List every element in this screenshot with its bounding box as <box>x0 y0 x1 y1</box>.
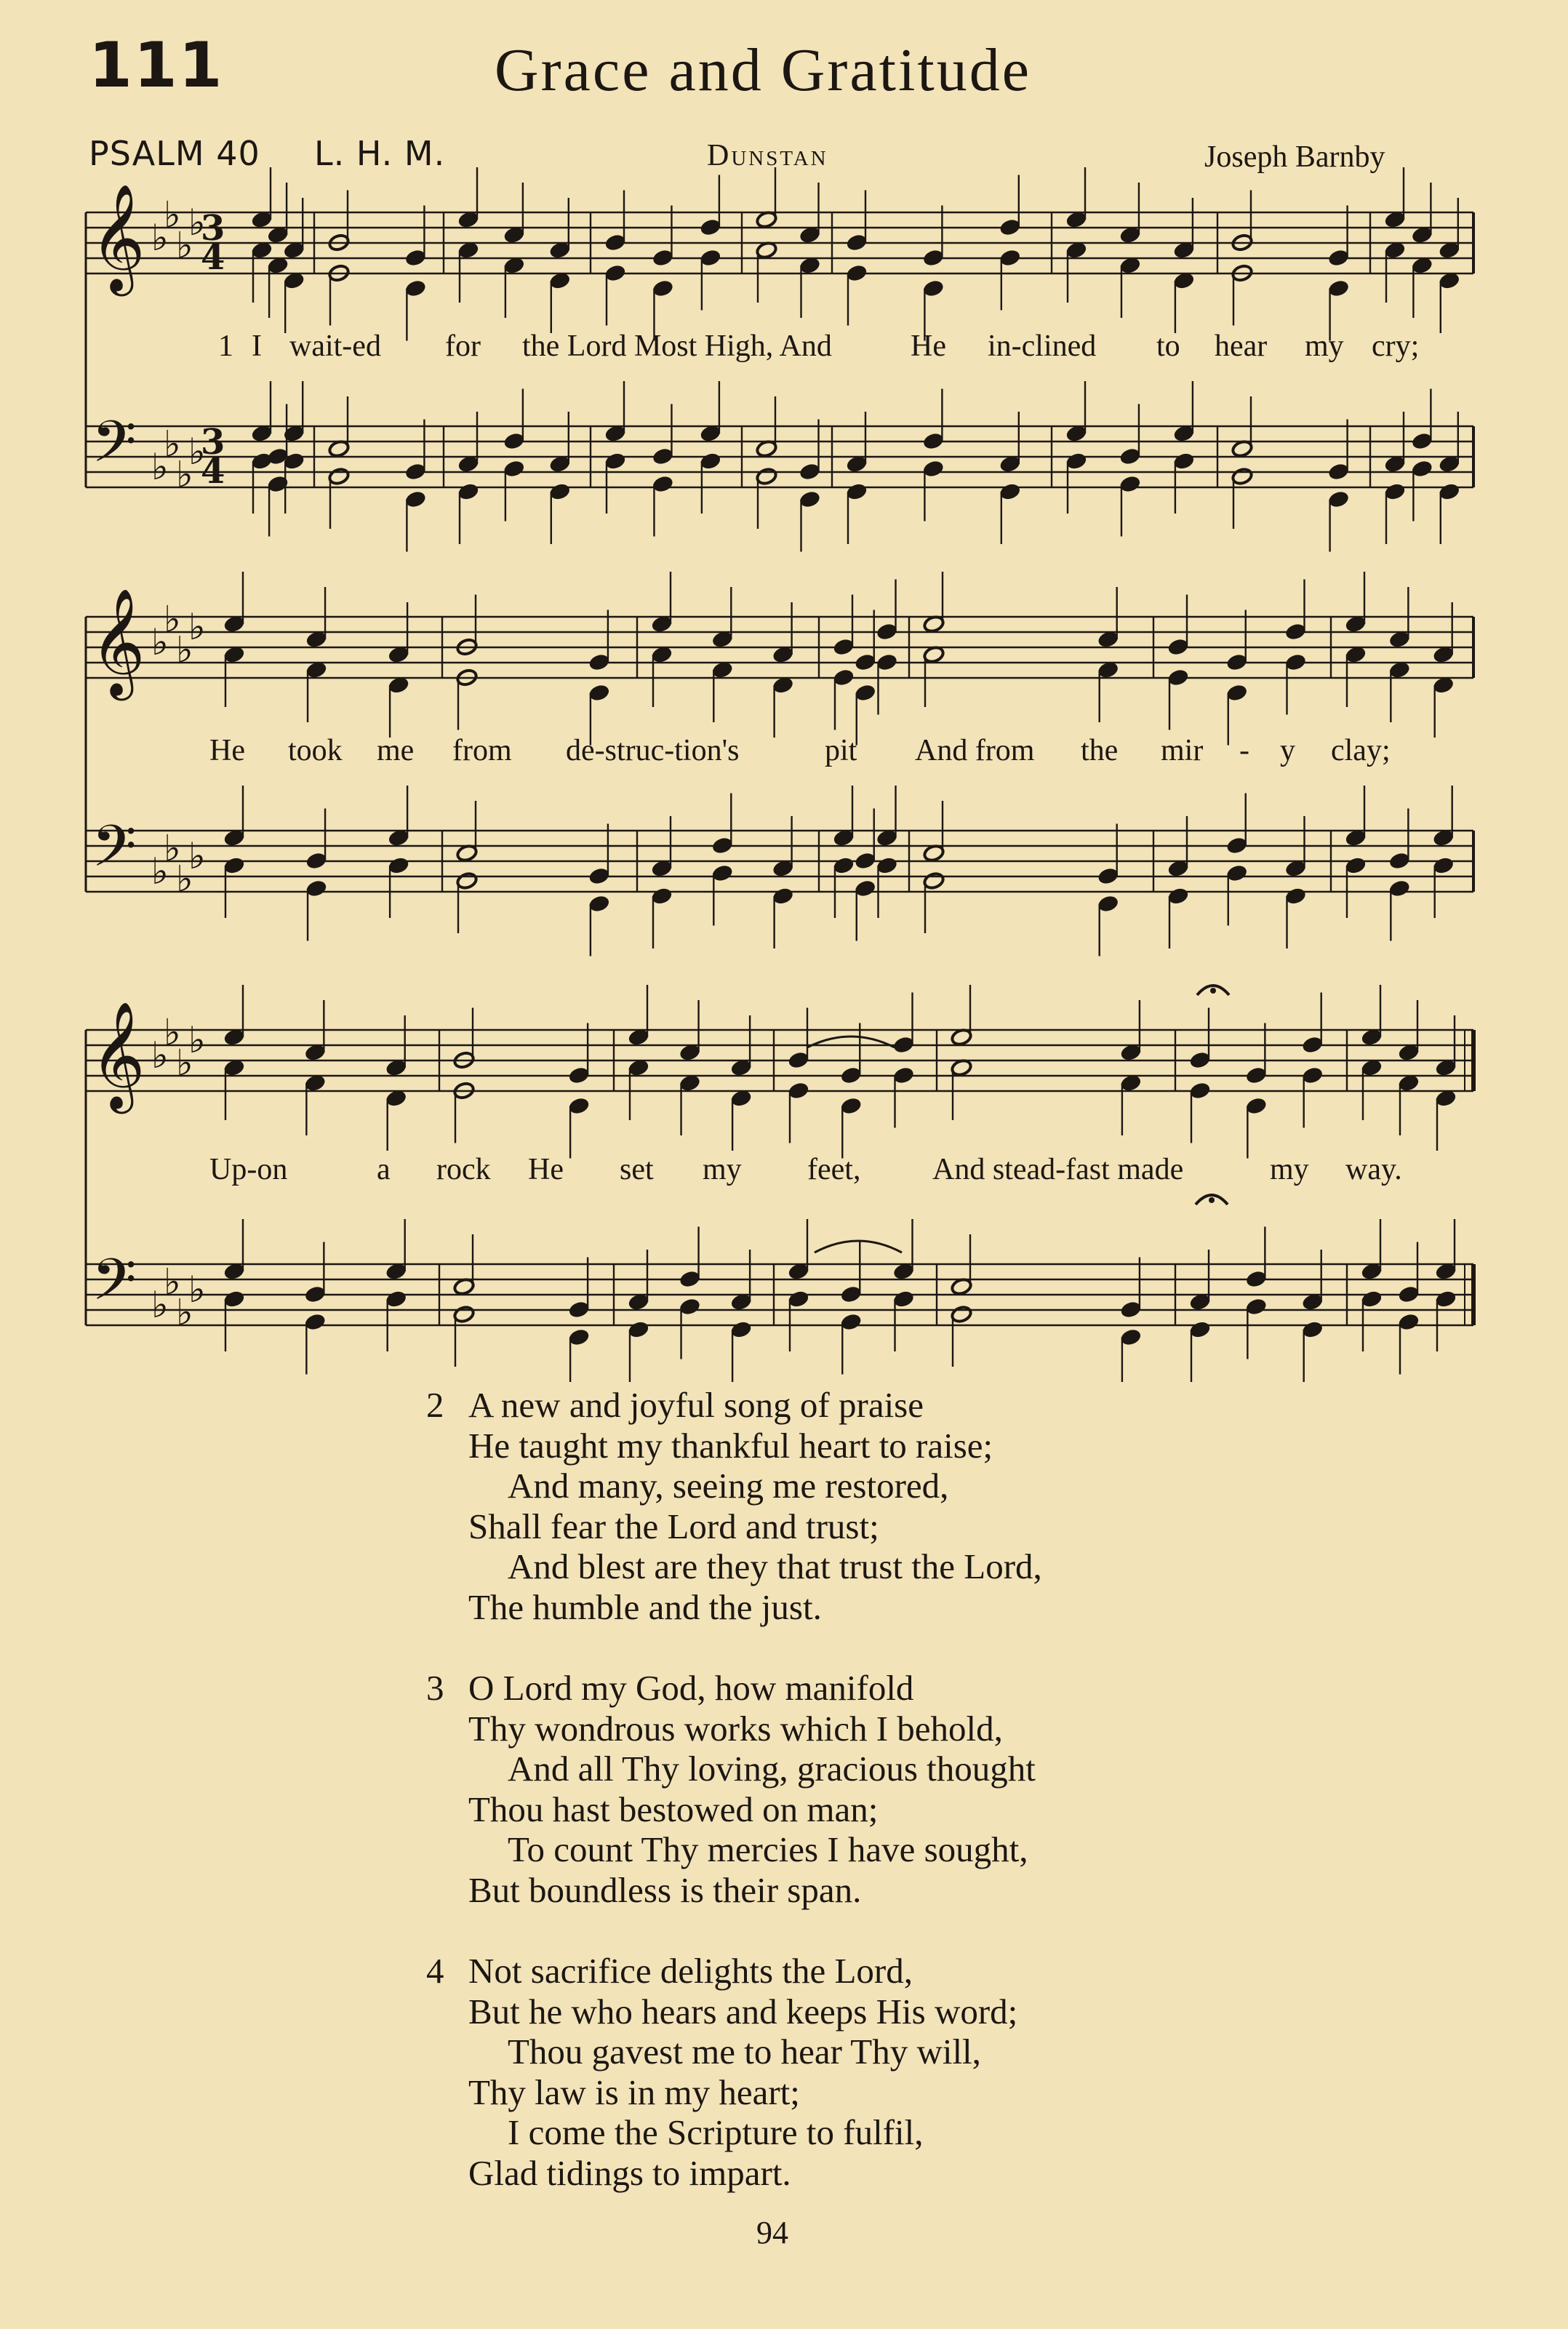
page-number: 94 <box>756 2215 788 2250</box>
notehead <box>1398 1285 1420 1304</box>
stanza-line: He taught my thankful heart to raise; <box>468 1425 993 1466</box>
notehead <box>1245 1097 1268 1116</box>
stanza-line: Thou gavest me to hear Thy will, <box>508 2032 981 2072</box>
notehead <box>854 684 876 703</box>
notehead <box>1284 653 1307 672</box>
notehead <box>456 871 479 890</box>
notehead <box>1120 1301 1143 1319</box>
notehead <box>876 856 898 875</box>
notehead <box>652 447 674 466</box>
lyric-syllable: in-clined <box>988 329 1097 363</box>
time-signature: 4 <box>201 451 225 492</box>
notehead <box>1388 852 1411 871</box>
lyric-syllable: - <box>1239 734 1249 767</box>
notehead <box>1301 1320 1324 1339</box>
notehead <box>854 653 876 672</box>
lyric-syllable: hear <box>1215 329 1268 363</box>
lyric-syllable: rock <box>436 1153 491 1186</box>
lyric-syllable: for <box>445 329 481 363</box>
notehead <box>840 1313 863 1332</box>
notehead <box>854 879 876 898</box>
flat-icon: ♭ <box>176 224 193 267</box>
stanza-line: I come the Scripture to fulfil, <box>508 2112 924 2152</box>
notehead <box>1225 864 1248 883</box>
notehead <box>652 279 674 298</box>
lyric-syllable: I <box>252 329 262 363</box>
stanza-line: And blest are they that trust the Lord, <box>508 1546 1042 1586</box>
flat-icon: ♭ <box>164 193 181 236</box>
flat-icon: ♭ <box>188 431 206 473</box>
bass-clef-icon: 𝄢 <box>92 408 137 490</box>
notehead <box>679 1298 701 1317</box>
notehead <box>1284 623 1307 642</box>
stanza-line: And all Thy loving, gracious thought <box>508 1749 1036 1789</box>
notehead <box>756 467 778 486</box>
flat-icon: ♭ <box>176 858 193 900</box>
section-title: Grace and Gratitude <box>495 36 1031 104</box>
bass-clef-icon: 𝄢 <box>92 1246 137 1327</box>
lyric-syllable: to <box>1156 329 1180 363</box>
notehead <box>1189 1320 1212 1339</box>
notehead <box>305 852 328 871</box>
stanza-line: To count Thy mercies I have sought, <box>508 1829 1028 1869</box>
notehead <box>1119 447 1142 466</box>
notehead <box>840 1285 863 1304</box>
notehead <box>604 264 627 283</box>
stanza-line: Shall fear the Lord and trust; <box>468 1506 879 1546</box>
stanza-line: The humble and the just. <box>468 1586 822 1627</box>
notehead <box>788 1082 810 1100</box>
notehead <box>1097 867 1119 886</box>
stanza-3 <box>426 1668 1042 1910</box>
stanza-2 <box>426 1385 1042 1627</box>
notehead <box>923 871 945 890</box>
notehead <box>772 887 794 906</box>
notehead <box>1284 887 1307 906</box>
notehead <box>999 482 1022 501</box>
time-signature: 3 <box>201 422 225 463</box>
notehead <box>730 1320 753 1339</box>
notehead <box>1411 460 1433 479</box>
notehead <box>223 1290 246 1309</box>
notehead <box>951 1305 973 1324</box>
flat-icon: ♭ <box>188 1269 206 1311</box>
flat-icon: ♭ <box>164 827 181 870</box>
tie-icon <box>815 1241 902 1253</box>
lyric-syllable: And from <box>915 734 1035 767</box>
notehead <box>840 1097 863 1116</box>
notehead <box>457 482 480 501</box>
lyric-syllable: my <box>1305 329 1344 363</box>
notehead <box>1189 1051 1212 1070</box>
notehead <box>588 867 611 886</box>
lyric-syllable: my <box>1270 1153 1309 1186</box>
lyric-syllable: And stead-fast made <box>932 1153 1184 1186</box>
notehead <box>453 1305 476 1324</box>
stanza-line: Thou hast bestowed on man; <box>468 1789 879 1829</box>
lyric-syllable: Up-on <box>209 1153 288 1186</box>
notehead <box>1167 638 1190 657</box>
notehead <box>1301 1066 1324 1085</box>
stanza-line: Thy wondrous works which I behold, <box>468 1708 1003 1749</box>
notehead <box>799 490 821 509</box>
stanza-line: But boundless is their span. <box>468 1869 862 1910</box>
notehead <box>1225 684 1248 703</box>
notehead <box>1301 1036 1324 1055</box>
notehead <box>876 623 898 642</box>
stanza-line: But he who hears and keeps His word; <box>468 1991 1018 2032</box>
notehead <box>922 249 945 268</box>
time-signature: 3 <box>201 208 225 249</box>
notehead <box>305 879 328 898</box>
lyric-syllable: me <box>377 734 415 767</box>
notehead <box>223 856 246 875</box>
notehead <box>1245 1066 1268 1085</box>
lyric-syllable: mir <box>1161 734 1204 767</box>
notehead <box>892 1290 915 1309</box>
notehead <box>700 249 722 268</box>
notehead <box>1173 452 1196 471</box>
lyric-syllable: took <box>288 734 343 767</box>
notehead <box>404 279 427 298</box>
tune-name: Dunstan <box>707 139 828 172</box>
lyric-syllable: cry; <box>1372 329 1420 363</box>
notehead <box>833 638 855 657</box>
flat-icon: ♭ <box>164 423 181 466</box>
treble-clef-icon: 𝄞 <box>90 183 145 292</box>
stanza-number: 4 <box>426 1951 444 1991</box>
notehead <box>1384 482 1407 501</box>
flat-icon: ♭ <box>164 1011 181 1054</box>
notehead <box>846 482 868 501</box>
flat-icon: ♭ <box>164 598 181 641</box>
notehead <box>503 432 526 451</box>
notehead <box>628 1320 650 1339</box>
notehead <box>1097 895 1119 914</box>
stanza-number: 2 <box>426 1385 444 1425</box>
notehead <box>999 218 1022 237</box>
notehead <box>651 887 673 906</box>
lyric-syllable: de-struc-tion's <box>566 734 740 767</box>
flat-icon: ♭ <box>164 1261 181 1303</box>
notehead <box>700 218 722 237</box>
notehead <box>1345 856 1367 875</box>
notehead <box>788 1051 810 1070</box>
notehead <box>1327 463 1350 482</box>
notehead <box>328 467 351 486</box>
lyric-syllable: 1 <box>218 329 233 363</box>
flat-icon: ♭ <box>176 1291 193 1334</box>
notehead <box>1432 856 1455 875</box>
notehead <box>568 1301 591 1319</box>
notehead <box>922 460 945 479</box>
fermata-icon <box>1210 988 1216 994</box>
notehead <box>388 856 410 875</box>
lyric-syllable: y <box>1280 734 1295 767</box>
notehead <box>1189 1082 1212 1100</box>
stanza-line: And many, seeing me restored, <box>508 1466 949 1506</box>
notehead <box>799 463 821 482</box>
flat-icon: ♭ <box>176 628 193 671</box>
notehead <box>304 1285 327 1304</box>
hymn-number: 111 <box>89 29 224 102</box>
notehead <box>922 279 945 298</box>
notehead <box>568 1097 591 1116</box>
lyric-syllable: set <box>620 1153 654 1186</box>
stanza-4 <box>426 1951 1042 2193</box>
stanza-line: A new and joyful song of praise <box>468 1385 924 1425</box>
notehead <box>846 264 868 283</box>
notehead <box>892 1036 915 1055</box>
flat-icon: ♭ <box>188 1019 206 1061</box>
lyric-syllable: the <box>1081 734 1119 767</box>
flat-icon: ♭ <box>176 1042 193 1084</box>
notehead <box>711 836 734 855</box>
notehead <box>549 482 572 501</box>
lyric-syllable: He <box>209 734 245 767</box>
time-signature: 4 <box>201 237 225 278</box>
notehead <box>568 1066 591 1085</box>
notehead <box>1327 279 1350 298</box>
notehead <box>1435 1290 1457 1309</box>
stanza-line: Not sacrifice delights the Lord, <box>468 1951 913 1991</box>
additional-stanzas <box>426 1385 1042 2234</box>
stanza-number: 3 <box>426 1668 444 1708</box>
notehead <box>679 1270 701 1289</box>
notehead <box>711 864 734 883</box>
notehead <box>588 653 611 672</box>
flat-icon: ♭ <box>188 201 206 244</box>
composer-name: Joseph Barnby <box>1204 140 1385 174</box>
notehead <box>1119 475 1142 494</box>
meter-label: L. H. M. <box>314 134 446 173</box>
notehead <box>1120 1328 1143 1347</box>
notehead <box>652 475 674 494</box>
notehead <box>304 1313 327 1332</box>
notehead <box>833 856 855 875</box>
stanza-line: O Lord my God, how manifold <box>468 1668 914 1708</box>
flat-icon: ♭ <box>188 835 206 877</box>
notehead <box>1065 452 1088 471</box>
notehead <box>604 233 627 252</box>
flat-icon: ♭ <box>151 850 169 892</box>
stanza-line: Glad tidings to impart. <box>468 2152 791 2193</box>
notehead <box>1411 432 1433 451</box>
notehead <box>833 668 855 687</box>
lyric-syllable: way. <box>1345 1153 1402 1186</box>
lyric-syllable: pit <box>825 734 857 767</box>
notehead <box>788 1290 810 1309</box>
notehead <box>652 249 674 268</box>
lyric-syllable: from <box>452 734 512 767</box>
lyric-syllable: feet, <box>807 1153 861 1186</box>
lyric-syllable: clay; <box>1331 734 1391 767</box>
lyric-syllable: He <box>528 1153 564 1186</box>
treble-clef-icon: 𝄞 <box>90 588 145 696</box>
fermata-icon <box>1209 1197 1215 1203</box>
notehead <box>404 490 427 509</box>
notehead <box>840 1066 863 1085</box>
treble-clef-icon: 𝄞 <box>90 1001 145 1109</box>
notehead <box>503 460 526 479</box>
notehead <box>700 452 722 471</box>
flat-icon: ♭ <box>151 1284 169 1326</box>
notehead <box>846 233 868 252</box>
notehead <box>604 452 627 471</box>
notehead <box>1439 482 1461 501</box>
flat-icon: ♭ <box>176 453 193 496</box>
flat-icon: ♭ <box>151 1034 169 1076</box>
notehead <box>1225 653 1248 672</box>
notehead <box>1167 887 1190 906</box>
notehead <box>1245 1298 1268 1317</box>
notehead <box>892 1066 915 1085</box>
notehead <box>922 432 945 451</box>
flat-icon: ♭ <box>151 446 169 488</box>
notehead <box>1231 467 1254 486</box>
lyric-syllable: He <box>911 329 946 363</box>
flat-icon: ♭ <box>151 217 169 259</box>
psalm-reference: PSALM 40 <box>89 134 260 173</box>
lyric-syllable: a <box>377 1153 391 1186</box>
lyric-syllable: the Lord Most High, And <box>522 329 832 363</box>
notehead <box>1225 836 1248 855</box>
notehead <box>404 249 427 268</box>
flat-icon: ♭ <box>188 606 206 648</box>
lyric-syllable: wait-ed <box>289 329 381 363</box>
notehead <box>876 653 898 672</box>
notehead <box>854 852 876 871</box>
notehead <box>1398 1313 1420 1332</box>
notehead <box>588 684 611 703</box>
flat-icon: ♭ <box>151 621 169 663</box>
notehead <box>1167 668 1190 687</box>
notehead <box>1245 1270 1268 1289</box>
notehead <box>1361 1290 1383 1309</box>
notehead <box>1327 249 1350 268</box>
notehead <box>385 1290 407 1309</box>
notehead <box>588 895 611 914</box>
notehead <box>568 1328 591 1347</box>
lyric-syllable: my <box>703 1153 742 1186</box>
notehead <box>1388 879 1411 898</box>
bass-clef-icon: 𝄢 <box>92 812 137 894</box>
stanza-line: Thy law is in my heart; <box>468 2072 800 2112</box>
notehead <box>999 249 1022 268</box>
notehead <box>1327 490 1350 509</box>
notehead <box>404 463 427 482</box>
